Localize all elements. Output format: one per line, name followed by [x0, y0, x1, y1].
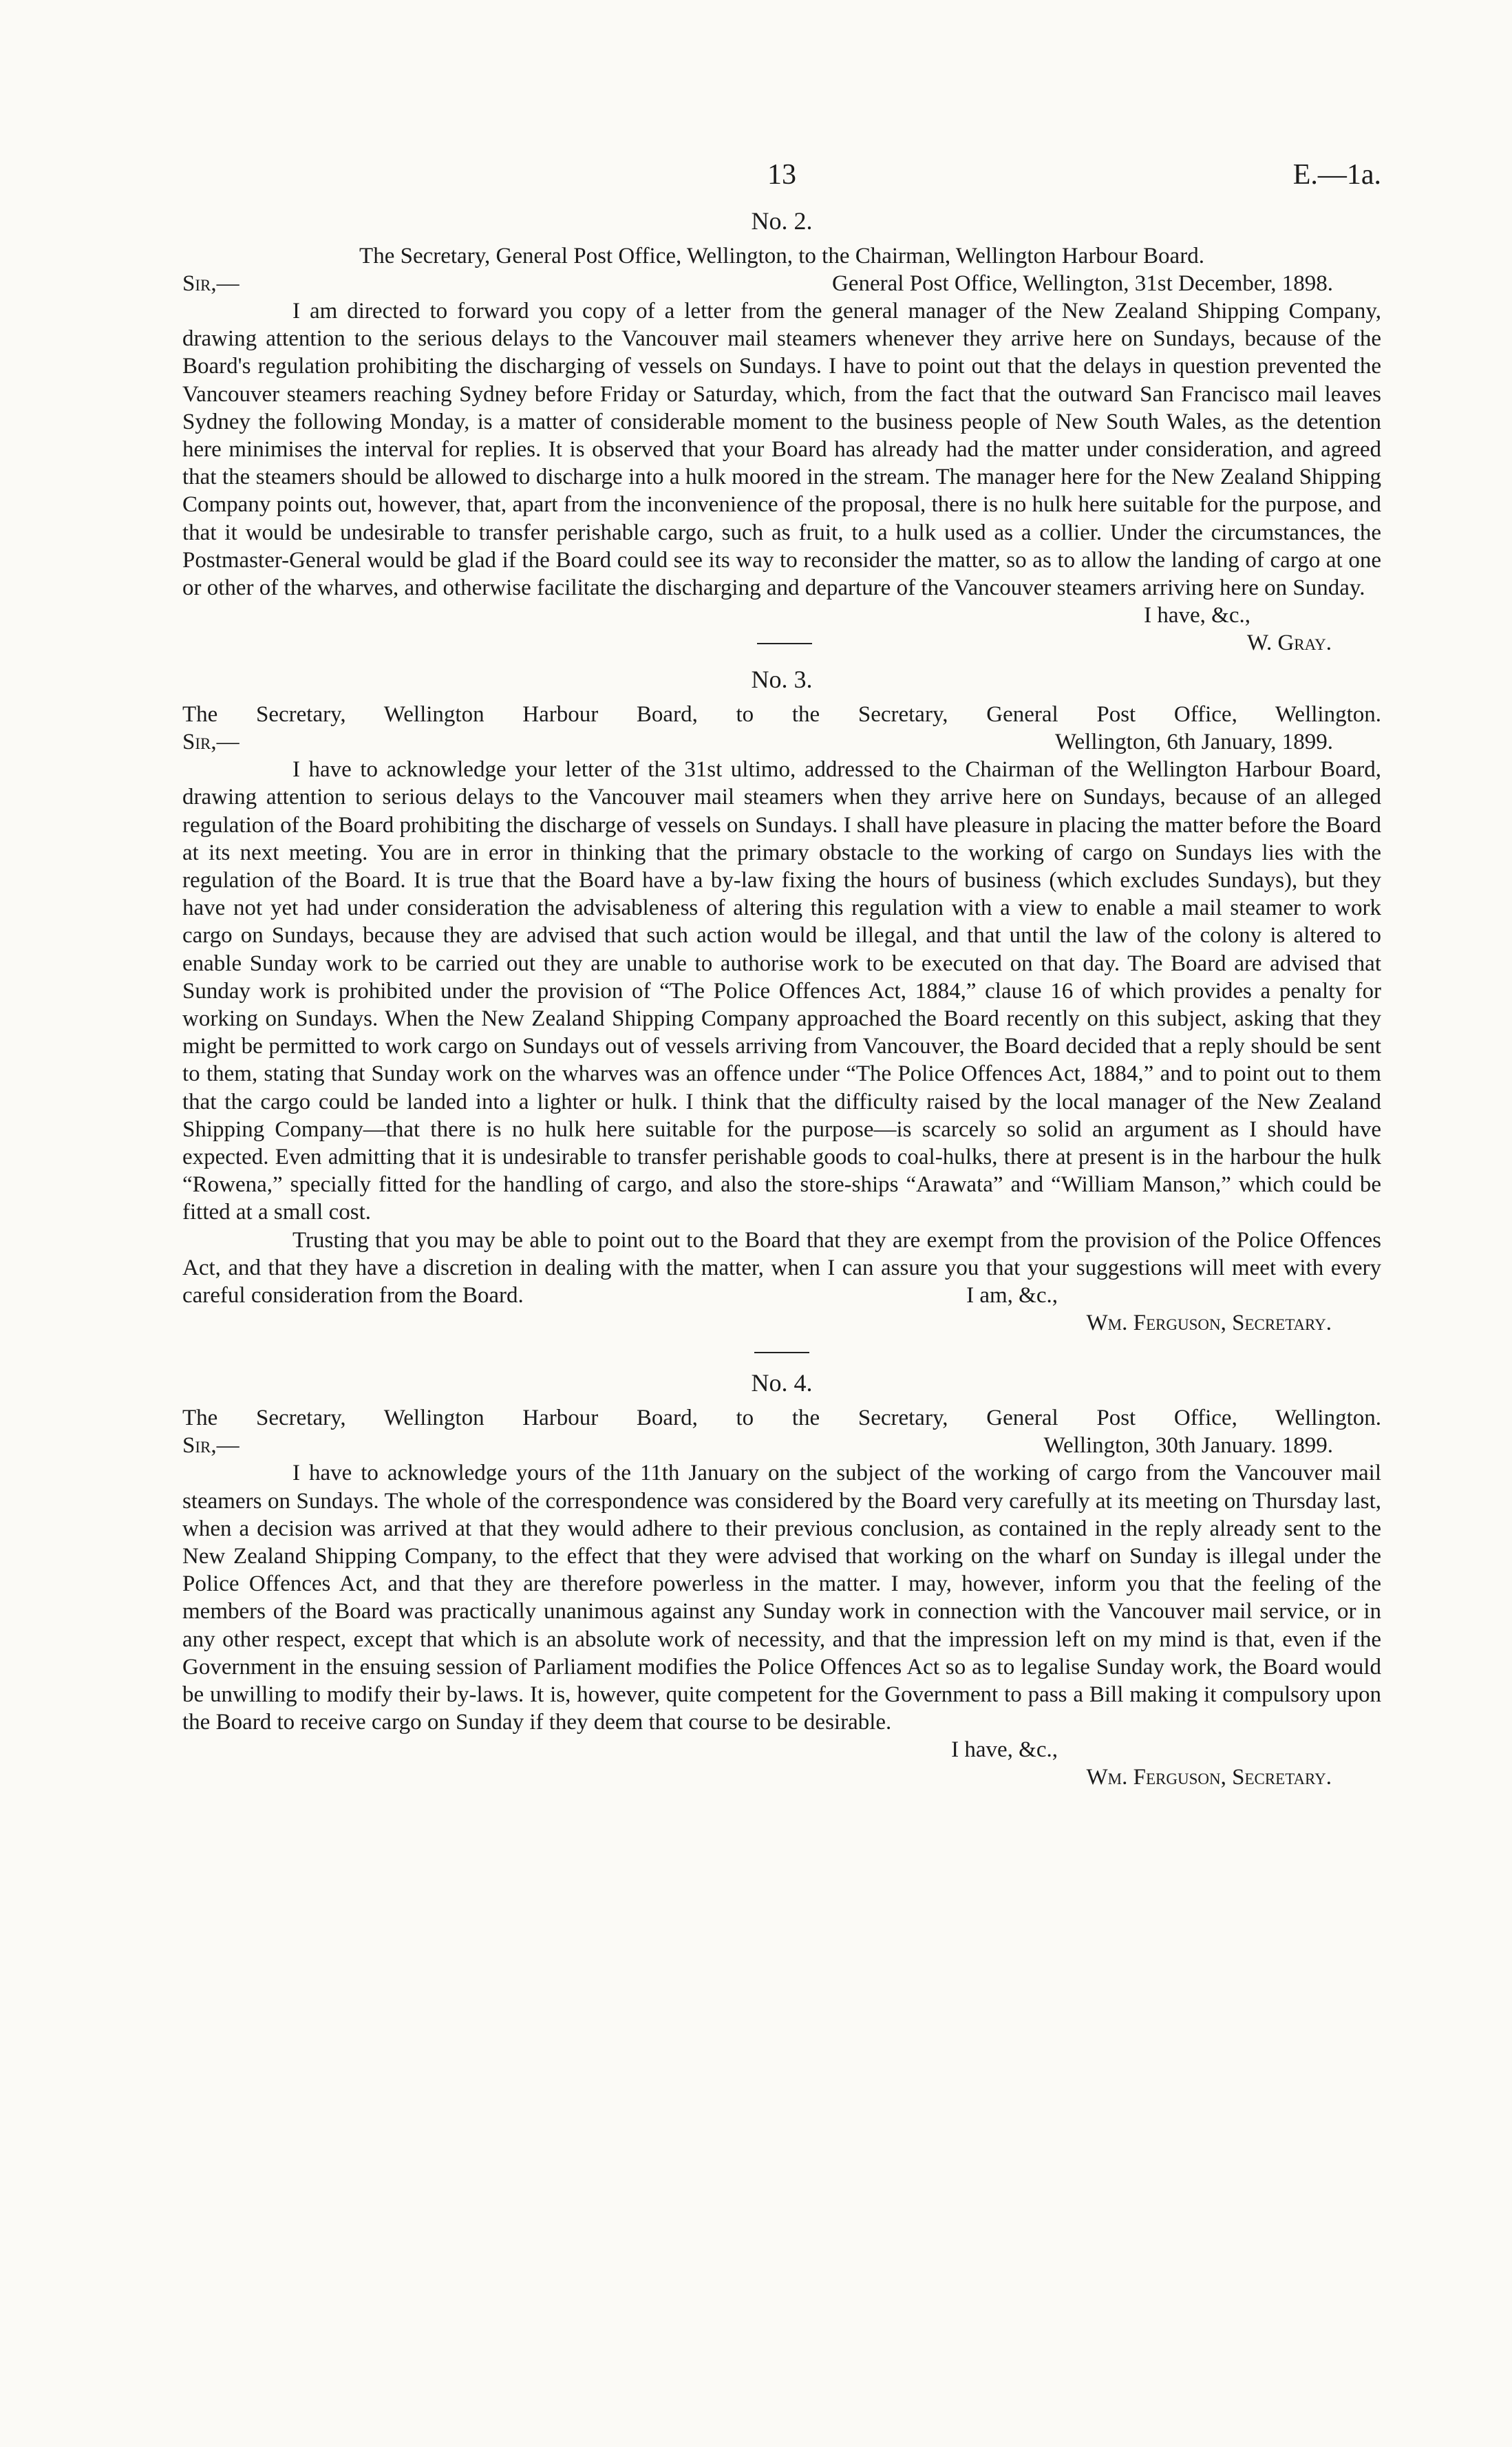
letter-no-3 — [182, 665, 1381, 1353]
signature: W. Gray. — [1246, 631, 1332, 656]
letter-paragraph: I have to acknowledge your letter of the 31st ultimo, addressed to the Chairman of the Wellington Harbour Board, drawing attention to serious delays to the Vancouver mail steamers when they arrive here on Sundays, because of an alleged regulation of the Board prohibiting the discharge of vessels on Sundays. I shall have pleasure in placing the matter before the Board at its next meeting. You are in error in thinking that the primary obstacle to the working of cargo on Sundays lies with the regulation of the Board. It is true that the Board have a by-law fixing the hours of business (which excludes Sundays), but they have not yet had under consideration the advisableness of altering this regulation with a view to enable a mail steamer to work cargo on Sundays, because they are advised that such action would be illegal, and that until the law of the colony is altered to enable Sunday work to be carried out they are unable to authorise work to be executed on that day. The Board are advised that Sunday work is prohibited under the provision of “The Police Offences Act, 1884,” clause 16 of which provides a penalty for working on Sundays. When the New Zealand Shipping Company approached the Board recently on this subject, asking that they might be permitted to work cargo on Sundays out of vessels arriving from Vancouver, the Board decided that a reply should be sent to them, stating that Sunday work on the wharves was an offence under “The Police Offences Act, 1884,” and to point out to them that the cargo could be landed into a lighter or hulk. I think that the difficulty raised by the local manager of the New Zealand Shipping Company—that there is no hulk here suitable for the purpose—is scarcely so solid an argument as I should have expected. Even admitting that it is undesirable to transfer perishable goods to coal-hulks, there at present is in the harbour the hulk “Rowena,” specially fitted for the handling of cargo, and also the store-ships “Arawata” and “William Manson,” which could be fitted at a small cost. — [182, 757, 1381, 1225]
salutation-line — [182, 270, 1381, 297]
letter-paragraph: I have to acknowledge yours of the 11th January on the subject of the working of cargo from the Vancouver mail steamers on Sundays. The whole of the correspondence was considered by the Board very carefully at its meeting on Thursday last, when a decision was arrived at that they would adhere to their previous conclusion, as contained in the reply already sent to the New Zealand Shipping Company, to the effect that they were advised that working on the wharf on Sunday is illegal under the Police Offences Act, and that they are therefore powerless in the matter. I may, however, inform you that the feeling of the members of the Board was practically unanimous against any Sunday work in connection with the Vancouver mail service, or in any other respect, except that which is an absolute work of necessity, and that the impression left on my mind is that, even if the Government in the ensuing session of Parliament modifies the Police Offences Act so as to legalise Sunday work, the Board would be unwilling to modify their by-laws. It is, however, quite competent for the Government to pass a Bill making it compulsory upon the Board to receive cargo on Sunday if they deem that course to be desirable. — [182, 1461, 1381, 1735]
place-date: Wellington, 6th January, 1899. — [1055, 730, 1333, 755]
salutation: Sir,— — [182, 271, 239, 296]
place-date: Wellington, 30th January. 1899. — [1043, 1433, 1333, 1459]
closing: I have, &c., — [1144, 603, 1250, 628]
divider-rule — [754, 1352, 809, 1353]
letter-paragraph: I am directed to forward you copy of a letter from the general manager of the New Zealand Shipping Company, drawing attention to the serious delays to the Vancouver mail steamers whenever they arrive here on Sundays, because of the Board's regulation prohibiting the discharging of vessels on Sundays. I have to point out that the delays in question prevented the Vancouver steamers reaching Sydney before Friday or Saturday, which, from the fact that the outward San Francisco mail leaves Sydney the following Monday, is a matter of considerable moment to the business people of New South Wales, as the detention here minimises the interval for replies. It is observed that your Board has already had the matter under consideration, and agreed that the steamers should be allowed to discharge into a hulk moored in the stream. The manager here for the New Zealand Shipping Company points out, however, that, apart from the inconvenience of the proposal, there is no hulk here suitable for the purpose, and that it would be undesirable to transfer perishable cargo, such as fruit, to a hulk used as a collier. Under the circumstances, the Postmaster-General would be glad if the Board could see its way to reconsider the matter, so as to allow the landing of cargo at one or other of the wharves, and otherwise facilitate the discharging and departure of the Vancouver steamers arriving here on Sunday. — [182, 299, 1381, 601]
divider-rule — [757, 643, 812, 644]
salutation: Sir,— — [182, 730, 239, 755]
salutation-line — [182, 1432, 1381, 1459]
closing: I have, &c., — [951, 1737, 1058, 1763]
letter-no-4 — [182, 1368, 1381, 1791]
salutation-line — [182, 728, 1381, 756]
salutation: Sir,— — [182, 1433, 239, 1459]
closing: I am, &c., — [966, 1283, 1058, 1309]
letter-heading: The Secretary, Wellington Harbour Board, to the Secretary, General Post Office, Wellington. — [182, 702, 1381, 728]
signature: Wm. Ferguson, Secretary. — [1086, 1765, 1332, 1790]
letter-number: No. 4. — [751, 1369, 813, 1397]
document-reference: E.—1a. — [1292, 159, 1381, 191]
document-page — [182, 158, 1381, 1791]
letter-paragraph: Trusting that you may be able to point out to the Board that they are exempt from the provision of the Police Offences Act, and that they have a discretion in dealing with the matter, when I can assure you that your suggestions will meet with every careful consideration from the Board. — [182, 1227, 1381, 1309]
page-number: 13 — [767, 159, 796, 191]
letter-no-2 — [182, 206, 1381, 656]
letter-heading: The Secretary, Wellington Harbour Board, to the Secretary, General Post Office, Wellington. — [182, 1406, 1381, 1431]
letter-number: No. 2. — [751, 207, 813, 235]
signature: Wm. Ferguson, Secretary. — [1086, 1311, 1332, 1336]
letter-number: No. 3. — [751, 666, 813, 694]
page-header — [182, 158, 1381, 206]
place-date: General Post Office, Wellington, 31st December, 1898. — [832, 271, 1333, 296]
letter-heading: The Secretary, General Post Office, Wellington, to the Chairman, Wellington Harbour Board. — [359, 244, 1204, 268]
